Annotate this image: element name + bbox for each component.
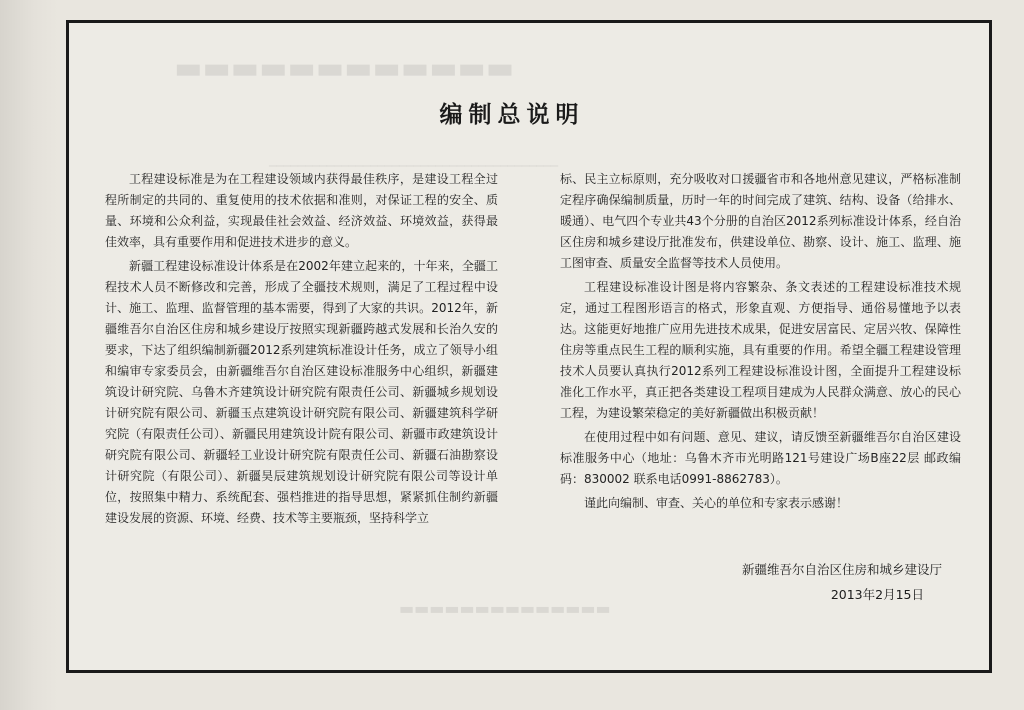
paragraph: 在使用过程中如有问题、意见、建议，请反馈至新疆维吾尔自治区建设标准服务中心（地址：乌鲁木齐市光明路121号建设广场B座22层 邮政编码：830002 联系电话0991-8862783）。	[560, 430, 961, 486]
body-column-right	[560, 169, 961, 517]
page-title: 编制总说明	[439, 102, 585, 128]
bleed-through-heading: ▬▬▬▬▬▬▬▬▬▬▬▬	[174, 51, 515, 86]
signature-block	[742, 557, 942, 607]
issuing-organization: 新疆维吾尔自治区住房和城乡建设厅	[741, 562, 942, 577]
paragraph: 工程建设标准是为在工程建设领域内获得最佳秩序，是建设工程全过程所制定的共同的、重复使用的技术依据和准则，对保证工程的安全、质量、环境和公众利益，实现最佳社会效益、经济效益、环境效益，获得最佳效率，具有重要作用和促进技术进步的意义。	[105, 172, 498, 249]
paragraph: 新疆工程建设标准设计体系是在2002年建立起来的，十年来，全疆工程技术人员不断修改和完善，形成了全疆技术规则，满足了工程过程中设计、施工、监理、监督管理的基本需要，得到了大家的共识。2012年，新疆维吾尔自治区住房和城乡建设厅按照实现新疆跨越式发展和长治久安的要求，下达了组织编制新疆2012系列建筑标准设计任务，成立了领导小组和编审专家委员会，由新疆维吾尔自治区建设标准服务中心组织，新疆建筑设计研究院、乌鲁木齐建筑设计研究院有限责任公司、新疆城乡规划设计研究院有限公司、新疆玉点建筑设计研究院有限公司、新疆建筑科学研究院（有限责任公司）、新疆民用建筑设计院有限公司、新疆市政建筑设计研究院有限公司、新疆轻工业设计研究院有限责任公司、新疆石油勘察设计研究院（有限公司）、新疆昊辰建筑规划设计研究院有限公司等设计单位，按照集中精力、系统配套、强档推进的指导思想，紧紧抓住制约新疆建设发展的资源、环境、经费、技术等主要瓶颈，坚持科学立	[105, 259, 498, 525]
paragraph: 谨此向编制、审查、关心的单位和专家表示感谢！	[584, 496, 849, 510]
bleed-through-footer: ▬▬▬▬▬▬▬▬▬▬▬▬▬▬	[399, 599, 611, 618]
issue-date: 2013年2月15日	[830, 587, 924, 602]
body-column-left	[105, 169, 498, 532]
bleed-through-lines: ────────────────────────────────────────	[269, 159, 558, 173]
paragraph: 工程建设标准设计图是将内容繁杂、条文表述的工程建设标准技术规定，通过工程图形语言的格式，形象直观、方便指导、通俗易懂地予以表达。这能更好地推广应用先进技术成果，促进安居富民、定居兴牧、保障性住房等重点民生工程的顺利实施，具有重要的作用。希望全疆工程建设管理技术人员要认真执行2012系列工程建设标准设计图，全面提升工程建设标准化工作水平，真正把各类建设工程项目建成为人民群众满意、放心的民心工程，为建设繁荣稳定的美好新疆做出积极贡献！	[560, 280, 961, 420]
paragraph-continued: 标、民主立标原则，充分吸收对口援疆省市和各地州意见建议，严格标准制定程序确保编制质量，历时一年的时间完成了建筑、结构、设备（给排水、暖通）、电气四个专业共43个分册的自治区2012系列标准设计体系，经自治区住房和城乡建设厅批准发布，供建设单位、勘察、设计、施工、监理、施工图审查、质量安全监督等技术人员使用。	[560, 172, 961, 270]
